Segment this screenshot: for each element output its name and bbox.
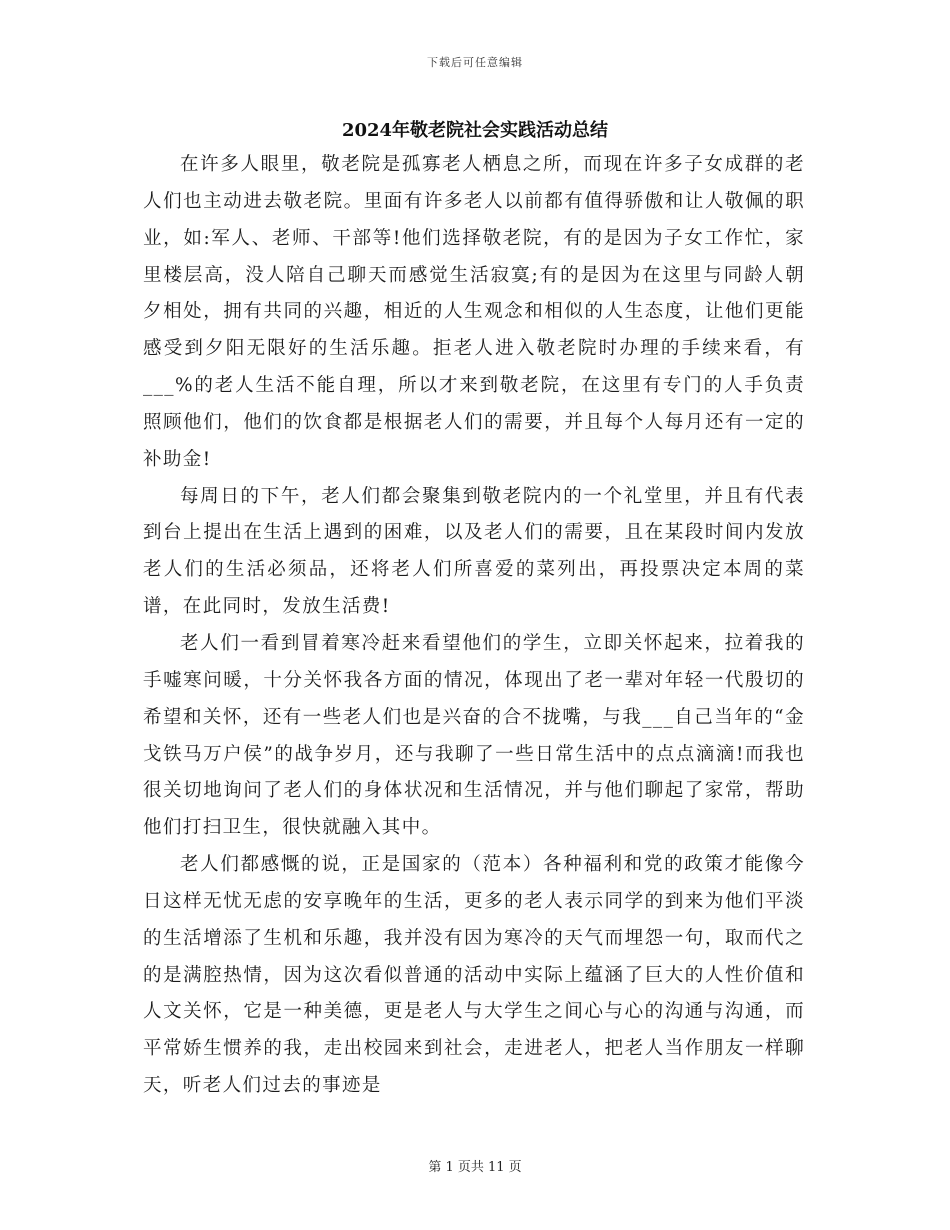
paragraph-4: 老人们都感慨的说，正是国家的（范本）各种福利和党的政策才能像今日这样无忧无虑的安享晚年的生活，更多的老人表示同学的到来为他们平淡的生活增添了生机和乐趣，我并没有因为寒冷的天气而埋怨一句，取而代之的是满腔热情，因为这次看似普通的活动中实际上蕴涵了巨大的人性价值和人文关怀，它是一种美德，更是老人与大学生之间心与心的沟通与沟通，而平常娇生惯养的我，走出校园来到社会，走进老人，把老人当作朋友一样聊天，听老人们过去的事迹是 bbox=[143, 854, 805, 1097]
document-title: 2024年敬老院社会实践活动总结 bbox=[341, 120, 609, 141]
paragraph-3: 老人们一看到冒着寒冷赶来看望他们的学生，立即关怀起来，拉着我的手嘘寒问暖，十分关怀我各方面的情况，体现出了老一辈对年轻一代殷切的希望和关怀，还有一些老人们也是兴奋的合不拢嘴，与我___自己当年的“金戈铁马万户侯”的战争岁月，还与我聊了一些日常生活中的点点滴滴!而我也很关切地询问了老人们的身体状况和生活情况，并与他们聊起了家常，帮助他们打扫卫生，很快就融入其中。 bbox=[143, 632, 805, 839]
header-note: 下载后可任意编辑 bbox=[427, 56, 523, 69]
paragraph-2: 每周日的下午，老人们都会聚集到敬老院内的一个礼堂里，并且有代表到台上提出在生活上遇到的困难，以及老人们的需要，且在某段时间内发放老人们的生活必须品，还将老人们所喜爱的菜列出，再投票决定本周的菜谱，在此同时，发放生活费! bbox=[143, 485, 805, 618]
paragraph-1: 在许多人眼里，敬老院是孤寡老人栖息之所，而现在许多子女成群的老人们也主动进去敬老院。里面有许多老人以前都有值得骄傲和让人敬佩的职业，如:军人、老师、干部等!他们选择敬老院，有的是因为子女工作忙，家里楼层高，没人陪自己聊天而感觉生活寂寞;有的是因为在这里与同龄人朝夕相处，拥有共同的兴趣，相近的人生观念和相似的人生态度，让他们更能感受到夕阳无限好的生活乐趣。拒老人进入敬老院时办理的手续来看，有___%的老人生活不能自理，所以才来到敬老院，在这里有专门的人手负责照顾他们，他们的饮食都是根据老人们的需要，并且每个人每月还有一定的补助金! bbox=[143, 154, 805, 470]
page-number: 第 1 页共 11 页 bbox=[428, 1160, 522, 1175]
document-body bbox=[143, 147, 805, 1105]
